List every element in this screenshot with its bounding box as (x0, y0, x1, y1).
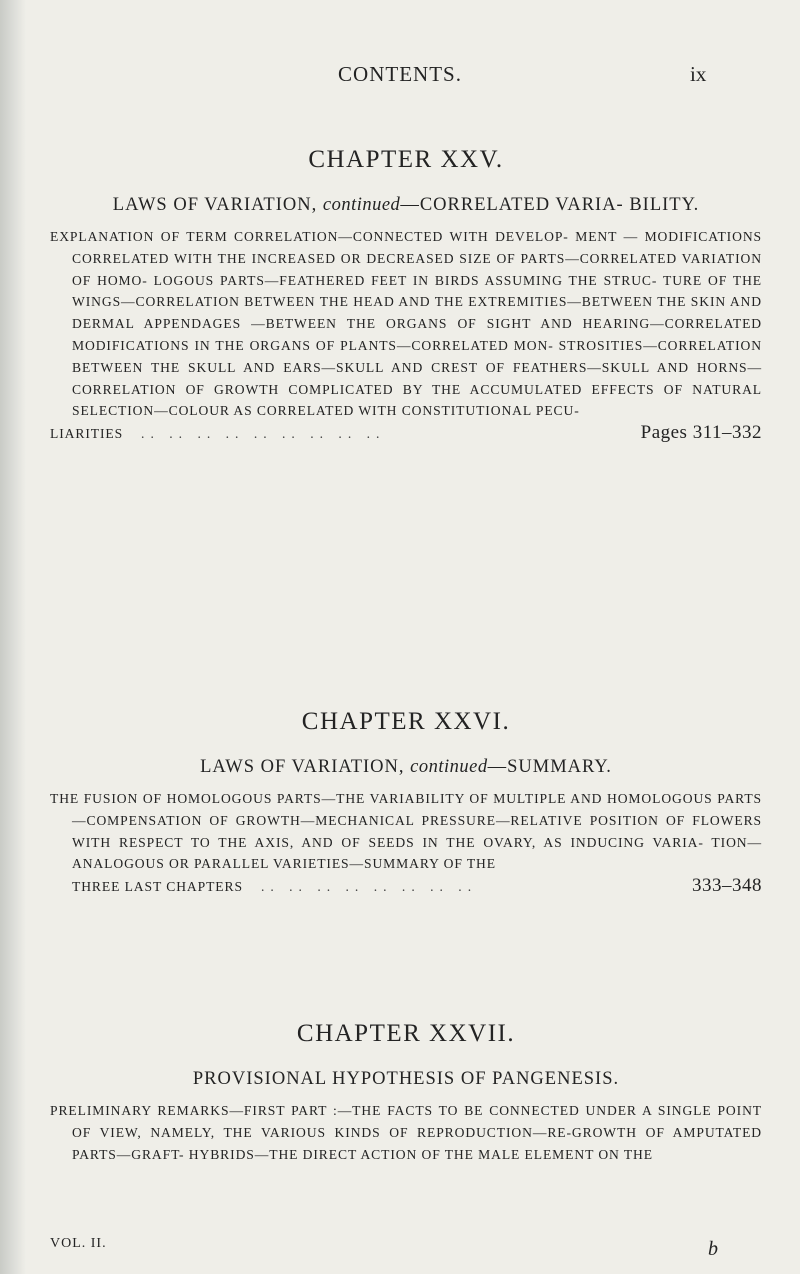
running-title: CONTENTS. (338, 62, 462, 86)
synopsis-last-line: LIARITIES (50, 426, 124, 442)
chapter-subtitle (50, 752, 762, 782)
dot-leaders: .. .. .. .. .. .. .. .. (260, 879, 478, 895)
synopsis-last-line: THREE LAST CHAPTERS (72, 879, 243, 895)
volume-label: VOL. II. (50, 1236, 107, 1251)
dot-leaders: .. .. .. .. .. .. .. .. .. (141, 426, 386, 442)
chapter-synopsis (50, 788, 762, 875)
page-range: Pages 311–332 (640, 422, 762, 444)
synopsis-text: EXPLANATION OF TERM CORRELATION—CONNECTED WITH DEVELOP- MENT — MODIFICATIONS CORRELATED WITH THE INCREASED OR DECREASED SIZE OF PARTS—CORRELATED VARIATION OF HOMO- LOGOUS PARTS—FEATHERED FEET IN BIRDS ASSUMING THE STRUC- TURE OF THE WINGS—CORRELATION BETWEEN THE HEAD AND THE EXTREMITIES—BETWEEN THE SKIN AND DERMAL APPENDAGES —BETWEEN THE ORGANS OF SIGHT AND HEARING—CORRELATED MODIFICATIONS IN THE ORGANS OF PLANTS—CORRELATED MON- STROSITIES—CORRELATION BETWEEN THE SKULL AND EARS—SKULL AND CREST OF FEATHERS—SKULL AND HORNS—CORRELATION OF GROWTH COMPLICATED BY THE ACCUMULATED EFFECTS OF NATURAL SELECTION—COLOUR AS CORRELATED WITH CONSTITUTIONAL PECU- (50, 229, 762, 419)
subtitle-text: PROVISIONAL HYPOTHESIS OF PANGENESIS. (192, 1069, 620, 1089)
page-number: ix (690, 62, 707, 86)
running-head (0, 62, 800, 102)
chapter-subtitle (50, 1064, 762, 1094)
page-range: 333–348 (692, 875, 762, 897)
page-footer (50, 1236, 762, 1266)
page-range-line (50, 422, 762, 445)
chapter-27 (50, 1020, 762, 1165)
chapter-synopsis (50, 226, 762, 422)
signature-mark: b (708, 1238, 718, 1260)
page-gutter-shadow (0, 0, 26, 1274)
synopsis-text: PRELIMINARY REMARKS—FIRST PART :—THE FACTS TO BE CONNECTED UNDER A SINGLE POINT OF VIEW, NAMELY, THE VARIOUS KINDS OF REPRODUCTION—RE-GROWTH OF AMPUTATED PARTS—GRAFT- HYBRIDS—THE DIRECT ACTION OF THE MALE ELEMENT ON THE (50, 1103, 762, 1162)
chapter-heading: CHAPTER XXVI. (301, 708, 511, 735)
subtitle-italic: continued (322, 195, 401, 215)
chapter-25 (50, 146, 762, 445)
subtitle-text: LAWS OF VARIATION, (200, 757, 405, 777)
synopsis-text: THE FUSION OF HOMOLOGOUS PARTS—THE VARIABILITY OF MULTIPLE AND HOMOLOGOUS PARTS—COMPENSATION OF GROWTH—MECHANICAL PRESSURE—RELATIVE POSITION OF FLOWERS WITH RESPECT TO THE AXIS, AND OF SEEDS IN THE OVARY, AS INDUCING VARIA- TION—ANALOGOUS OR PARALLEL VARIETIES—SUMMARY OF THE (50, 791, 762, 872)
page-range-line (50, 875, 762, 898)
subtitle-italic: continued (410, 757, 488, 777)
subtitle-text: LAWS OF VARIATION, (112, 195, 318, 215)
chapter-heading: CHAPTER XXVII. (296, 1020, 516, 1047)
subtitle-text-tail: —CORRELATED VARIA- BILITY. (400, 195, 700, 215)
chapter-26 (50, 708, 762, 898)
chapter-heading: CHAPTER XXV. (308, 146, 504, 173)
chapter-subtitle (50, 190, 762, 220)
chapter-synopsis (50, 1100, 762, 1165)
subtitle-text-tail: —SUMMARY. (487, 757, 612, 777)
